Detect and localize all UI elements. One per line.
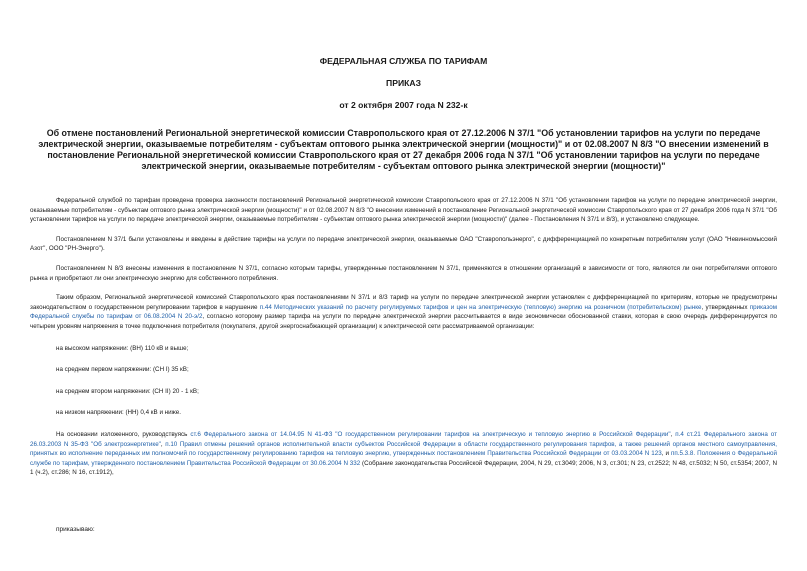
paragraph-4-text-b: , утвержденных [701, 303, 750, 311]
paragraph-5-text-e: (Собрание законодательства Российской Федерации, 2004, N 29, ст.3049; 2006, N 3, ст.301; N 23, ст.2522; N 48, ст.5032; N 50, ст.5354; 2007, N 1 (ч.2), ст.286; N 16, ст.1912), [30, 459, 777, 477]
link-fst-order[interactable]: приказом Федеральной службы по тарифам от 06.08.2004 N 20-э/2 [30, 303, 777, 321]
paragraph-3: Постановлением N 8/3 внесены изменения в постановление N 37/1, согласно которым тарифы, утвержденные постановлением N 37/1, применяются в отношении организаций в зависимости от того, являются ли они потребителями оптового рынка и приобретают ли они электрическую энергию для собственного потребления. [30, 264, 777, 282]
agency-heading: ФЕДЕРАЛЬНАЯ СЛУЖБА ПО ТАРИФАМ [319, 56, 488, 66]
closing-word: приказываю: [56, 525, 95, 533]
document-type: ПРИКАЗ [386, 78, 421, 88]
paragraph-4 [30, 293, 777, 331]
paragraph-5-text-b: , [670, 430, 676, 438]
paragraph-4-text-a: Таким образом, Региональной энергетической комиссией Ставропольского края постановлениями N 37/1 и 8/3 тариф на услуги по передаче электрической энергии установлен с дифференциацией по критериям, которые не предусмотрены законодательством о государственном регулировании тарифов в нарушение [30, 294, 777, 311]
paragraph-1: Федеральной службой по тарифам проведена проверка законности постановлений Региональной энергетической комиссии Ставропольского края от 27.12.2006 N 37/1 "Об установлении тарифов на услуги по передаче электрической энергии, оказываемые потребителям - субъектам оптового рынка электрической энергии (мощности)" и от 02.08.2007 N 8/3 "О внесении изменений в постановление Региональной энергетической комиссии Ставропольского края от 27 декабря 2006 года N 37/1 "Об установлении тарифов на услуги по передаче электрической энергии, оказываемые потребителям - субъектам оптового рынка электрической энергии (мощности)" (далее - Постановления N 37/1 и 8/3), и установлено следующее. [30, 197, 777, 224]
document-title: Об отмене постановлений Региональной энергетической комиссии Ставропольского края от 27.12.2006 N 37/1 "Об установлении тарифов на услуги по передаче электрической энергии, оказываемые потребителям - субъектам оптового рынка электрической энергии (мощности)" и от 02.08.2007 N 8/3 "О внесении изменений в постановление Региональной энергетической комиссии Ставропольского края от 27 декабря 2006 года N 37/1 "Об установлении тарифов на услуги по передаче электрической энергии, оказываемые потребителям - субъектам оптового рынка электрической энергии (мощности)" [38, 128, 769, 171]
voltage-level-medium-1: на среднем первом напряжении: (СН I) 35 кВ; [56, 366, 189, 374]
link-rules-123[interactable]: п.10 Правил отмены решений органов исполнительной власти субъектов Российской Федерации в области государственного регулирования тарифов, а также решений органов местного самоуправления, принятых во исполнение переданных им полномочий по государственному регулированию тарифов на тепловую энергию, утвержденных постановлением Правительства Российской Федерации от 03.03.2004 N 123 [30, 440, 777, 458]
paragraph-5 [30, 430, 777, 478]
paragraph-5-text-d: , и [661, 450, 671, 458]
voltage-level-medium-2: на среднем втором напряжении: (СН II) 20 - 1 кВ; [56, 387, 199, 395]
paragraph-5-text-c: , [160, 440, 166, 448]
link-law-35fz[interactable]: п.4 ст.21 Федерального закона от 26.03.2003 N 35-ФЗ "Об электроэнергетике" [30, 430, 778, 448]
voltage-level-high: на высоком напряжении: (ВН) 110 кВ и выше; [56, 344, 189, 352]
document-body [30, 196, 777, 478]
voltage-level-low: на низком напряжении: (НН) 0,4 кВ и ниже. [56, 409, 182, 417]
paragraph-5-text-a: На основании изложенного, руководствуясь [56, 430, 191, 438]
link-regulation-332[interactable]: пп.5.3.8. Положения о Федеральной службе по тарифам, утвержденного постановлением Правительства Российской Федерации от 30.06.2004 N 332 [30, 450, 777, 467]
link-law-41fz[interactable]: ст.6 Федерального закона от 14.04.95 N 41-ФЗ "О государственном регулировании тарифов на электрическую и тепловую энергию в Российской Федерации" [190, 430, 671, 438]
document-date-number: от 2 октября 2007 года N 232-к [339, 100, 468, 110]
link-methodical-guidelines[interactable]: п.44 Методических указаний по расчету регулируемых тарифов и цен на электрическую (тепловую) энергию на розничном (потребительском) рынке [259, 303, 702, 311]
paragraph-4-text-c: , согласно которому размер тарифа на услуги по передаче электрической энергии рассчитывается в виде экономически обоснованной ставки, которая в свою очередь дифференцируется по четырем уровням напряжения в точке подключения потребителя (покупателя, другой энергоснабжающей организации) к электрической сети рассматриваемой организации: [30, 313, 777, 330]
paragraph-2: Постановлением N 37/1 были установлены и введены в действие тарифы на услуги по передаче электрической энергии, оказываемые ОАО "Ставропольэнерго", с дифференциацией по конкретным потребителям услуг (ОАО "Невинномысский Азот", ООО "РН-Энерго"). [30, 235, 777, 253]
